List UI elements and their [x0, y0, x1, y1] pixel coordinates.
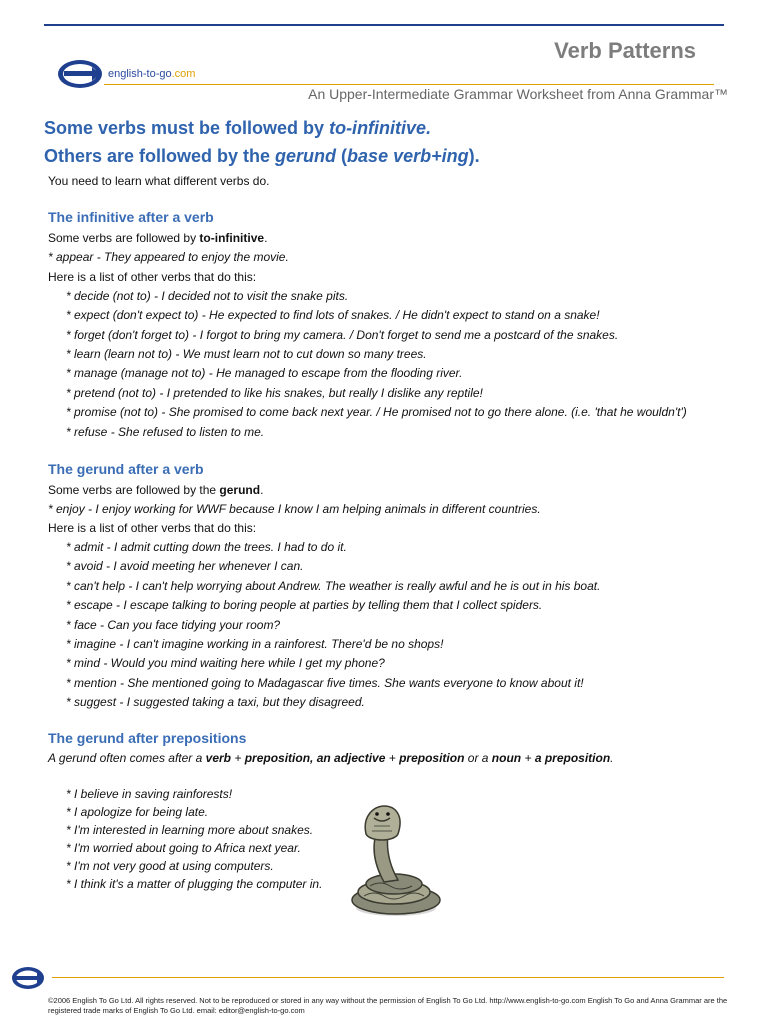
list-item: * learn (learn not to) - We must learn not to cut down so many trees.	[66, 347, 427, 361]
gerund-lead	[48, 483, 263, 497]
list-item: * decide (not to) - I decided not to visit the snake pits.	[66, 289, 349, 303]
prep-lead-part: or a	[464, 751, 492, 765]
english-to-go-logo[interactable]	[56, 58, 206, 90]
logo-name: english-to-go	[108, 68, 172, 80]
list-item: * I'm worried about going to Africa next year.	[66, 841, 301, 855]
intro-heading-2	[44, 146, 480, 167]
prep-lead-part: preposition	[399, 751, 465, 765]
prep-lead-part: +	[521, 751, 535, 765]
list-item: * escape - I escape talking to boring people at parties by telling them that I collect spiders.	[66, 598, 543, 612]
logo-domain: .com	[171, 68, 196, 80]
list-item: * I believe in saving rainforests!	[66, 787, 233, 801]
gerund-lead-term: gerund	[219, 483, 261, 497]
infinitive-lead-text: Some verbs are followed by	[48, 231, 200, 245]
list-item: * admit - I admit cutting down the trees. I had to do it.	[66, 540, 347, 554]
footer-orange-rule	[52, 977, 724, 978]
list-item: * face - Can you face tidying your room?	[66, 618, 281, 632]
list-item: * pretend (not to) - I pretended to like his snakes, but really I dislike any reptile!	[66, 386, 483, 400]
intro-heading-1-term: to-infinitive.	[329, 118, 432, 138]
prep-lead-part: A gerund often comes after a	[48, 751, 206, 765]
list-item: * refuse - She refused to listen to me.	[66, 425, 265, 439]
list-item: * expect (don't expect to) - He expected to find lots of snakes. / He didn't expect to stand on a snake!	[66, 308, 600, 322]
cobra-illustration-icon	[344, 804, 444, 920]
infinitive-lead-term: to-infinitive	[199, 231, 265, 245]
infinitive-lead	[48, 231, 267, 245]
prep-lead-part: a preposition	[534, 751, 611, 765]
intro-heading-2-text: Others are followed by the	[44, 146, 276, 166]
footer-copyright: ©2006 English To Go Ltd. All rights reserved. Not to be reproduced or stored in any way without the permission of English To Go Ltd. http://www.english-to-go.com English To Go and Anna Grammar are the registered trade marks of English To Go Ltd. email: editor@english-to-go.com	[48, 996, 728, 1015]
logo-wordmark	[108, 68, 195, 80]
infinitive-example: * appear - They appeared to enjoy the movie.	[48, 250, 289, 264]
list-item: * mind - Would you mind waiting here while I get my phone?	[66, 656, 385, 670]
list-item: * can't help - I can't help worrying about Andrew. The weather is really awful and he is out in his boat.	[66, 579, 601, 593]
list-item: * I'm not very good at using computers.	[66, 859, 274, 873]
list-item: * manage (manage not to) - He managed to escape from the flooding river.	[66, 366, 463, 380]
header-orange-rule	[104, 84, 714, 85]
header-top-rule	[44, 24, 724, 26]
section-heading-infinitive: The infinitive after a verb	[48, 209, 214, 225]
section-heading-gerund: The gerund after a verb	[48, 461, 204, 477]
intro-heading-2-formula: base verb+ing	[347, 146, 469, 166]
prep-lead-part: +	[231, 751, 245, 765]
list-item: * mention - She mentioned going to Madagascar five times. She wants everyone to know about it!	[66, 676, 584, 690]
list-item: * forget (don't forget to) - I forgot to bring my camera. / Don't forget to send me a postcard of the snakes.	[66, 328, 619, 342]
intro-note: You need to learn what different verbs do.	[48, 174, 270, 188]
gerund-lead-end: .	[260, 483, 264, 497]
page-subtitle: An Upper-Intermediate Grammar Worksheet from Anna Grammar™	[308, 86, 728, 102]
prep-lead-part: noun	[491, 751, 522, 765]
page-title: Verb Patterns	[554, 38, 696, 63]
intro-heading-2-paren: (	[336, 146, 348, 166]
section-heading-prepositions: The gerund after prepositions	[48, 730, 247, 746]
prepositions-lead	[48, 751, 614, 765]
list-item: * suggest - I suggested taking a taxi, but they disagreed.	[66, 695, 365, 709]
list-item: * I think it's a matter of plugging the computer in.	[66, 877, 323, 891]
footer-logo-icon	[10, 965, 46, 991]
intro-heading-1-text: Some verbs must be followed by	[44, 118, 330, 138]
logo-oval-icon	[56, 58, 104, 90]
list-item: * imagine - I can't imagine working in a rainforest. There'd be no shops!	[66, 637, 444, 651]
prep-lead-part: verb	[205, 751, 232, 765]
prep-lead-part: .	[610, 751, 614, 765]
list-item: * avoid - I avoid meeting her whenever I can.	[66, 559, 304, 573]
infinitive-lead-end: .	[264, 231, 268, 245]
intro-heading-2-end: ).	[468, 146, 480, 166]
gerund-example: * enjoy - I enjoy working for WWF because I know I am helping animals in different countries.	[48, 502, 541, 516]
list-item: * I apologize for being late.	[66, 805, 209, 819]
list-item: * promise (not to) - She promised to come back next year. / He promised not to go there alone. (i.e. 'that he wouldn't')	[66, 405, 687, 419]
intro-heading-2-gerund: gerund	[275, 146, 337, 166]
gerund-list-intro: Here is a list of other verbs that do this:	[48, 521, 257, 535]
prep-lead-part: preposition, an adjective	[244, 751, 386, 765]
list-item: * I'm interested in learning more about snakes.	[66, 823, 314, 837]
prep-lead-part: +	[385, 751, 400, 765]
intro-heading-1	[44, 118, 431, 139]
gerund-lead-text: Some verbs are followed by the	[48, 483, 220, 497]
infinitive-list-intro: Here is a list of other verbs that do this:	[48, 270, 257, 284]
